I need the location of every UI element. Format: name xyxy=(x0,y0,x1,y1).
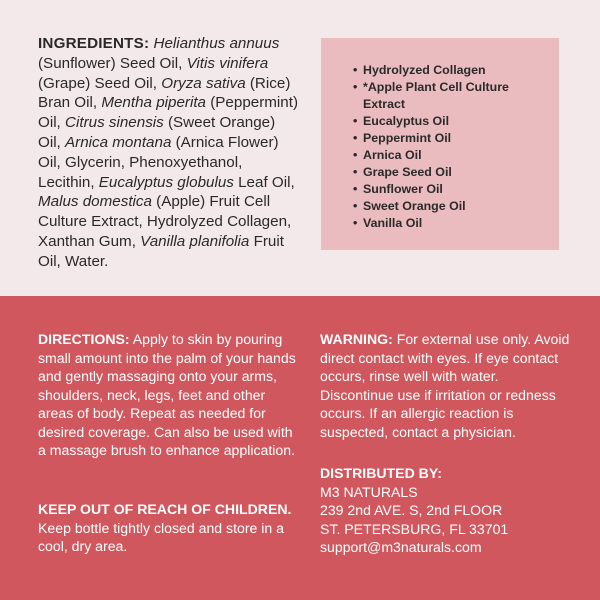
company-name: M3 NATURALS xyxy=(320,483,418,500)
key-ingredients-box xyxy=(321,38,559,250)
key-ingredient-item xyxy=(353,215,547,232)
bullet-icon: • xyxy=(353,165,358,179)
ingredient-segment: Eucalyptus globulus xyxy=(98,173,234,191)
key-ingredient-item xyxy=(353,164,547,181)
bullet-icon: • xyxy=(353,199,358,213)
key-ingredient-label: Grape Seed Oil xyxy=(363,165,452,179)
distributed-heading: DISTRIBUTED BY: xyxy=(320,465,442,481)
ingredient-segment: Oryza sativa xyxy=(161,74,246,92)
bullet-icon: • xyxy=(353,131,358,145)
ingredient-segment: Vitis vinifera xyxy=(186,54,269,72)
key-ingredient-label: Sweet Orange Oil xyxy=(363,199,466,213)
warning-text: For external use only. Avoid direct contact with eyes. If eye contact occurs, rinse well with water. Discontinue use if irritation or redness occurs. If an allergic reaction is suspected, contact a physician. xyxy=(320,331,570,440)
key-ingredient-item xyxy=(353,62,547,79)
key-ingredient-label: Hydrolyzed Collagen xyxy=(363,63,486,77)
ingredients-text xyxy=(38,35,298,270)
ingredient-segment: Fruit Oil, Water. xyxy=(38,232,284,270)
key-ingredient-label: Arnica Oil xyxy=(363,148,422,162)
ingredient-segment: Vanilla planifolia xyxy=(140,232,250,250)
keep-out-block xyxy=(38,500,300,556)
keep-out-text: Keep bottle tightly closed and store in a cool, dry area. xyxy=(38,519,285,554)
warning-heading: WARNING: xyxy=(320,331,393,347)
ingredients-block xyxy=(38,34,300,272)
ingredient-segment: Helianthus annuus xyxy=(153,35,280,52)
key-ingredient-item xyxy=(353,181,547,198)
bullet-icon: • xyxy=(353,216,358,230)
key-ingredient-item xyxy=(353,198,547,215)
ingredient-segment: Leaf Oil, xyxy=(233,173,295,191)
ingredient-segment: (Sweet Orange) Oil, xyxy=(38,114,276,151)
key-ingredient-item xyxy=(353,113,547,130)
bullet-icon: • xyxy=(353,63,358,77)
address-line: 239 2nd AVE. S, 2nd FLOOR xyxy=(320,502,503,518)
directions-heading: DIRECTIONS: xyxy=(38,331,130,347)
bullet-icon: • xyxy=(353,114,358,128)
distributed-block xyxy=(320,464,570,557)
keep-out-heading: KEEP OUT OF REACH OF CHILDREN. xyxy=(38,501,292,517)
ingredient-segment: Mentha piperita xyxy=(101,94,207,112)
key-ingredient-label: Vanilla Oil xyxy=(363,216,423,230)
key-ingredient-item xyxy=(353,147,547,164)
ingredients-heading: INGREDIENTS: xyxy=(38,35,150,52)
directions-text: Apply to skin by pouring small amount into the palm of your hands and gently massaging onto your arms, shoulders, neck, legs, feet and other areas of body. Repeat as needed for desired coverage. Can also be used with a massage brush to enhance application. xyxy=(38,331,296,458)
bullet-icon: • xyxy=(353,148,358,162)
city-line: ST. PETERSBURG, FL 33701 xyxy=(320,520,509,537)
ingredient-segment: (Sunflower) Seed Oil, xyxy=(38,54,187,72)
ingredient-segment: (Grape) Seed Oil, xyxy=(38,74,162,92)
ingredient-segment: Malus domestica xyxy=(38,193,152,211)
key-ingredient-label: Peppermint Oil xyxy=(363,131,452,145)
key-ingredient-item xyxy=(353,130,547,147)
key-ingredients-list xyxy=(353,62,547,232)
ingredient-segment: Arnica montana xyxy=(65,133,172,151)
key-ingredient-label: *Apple Plant Cell Culture Extract xyxy=(363,80,509,111)
bullet-icon: • xyxy=(353,80,358,94)
support-email: support@m3naturals.com xyxy=(320,539,482,555)
warning-block xyxy=(320,330,570,441)
key-ingredient-label: Sunflower Oil xyxy=(363,182,443,196)
ingredient-segment: (Arnica Flower) Oil, Glycerin, Phenoxyethanol, Lecithin, xyxy=(38,133,279,191)
ingredient-segment: (Apple) Fruit Cell Culture Extract, Hydrolyzed Collagen, Xanthan Gum, xyxy=(38,193,292,250)
bullet-icon: • xyxy=(353,182,358,196)
directions-block xyxy=(38,330,300,460)
key-ingredient-label: Eucalyptus Oil xyxy=(363,114,450,128)
ingredient-segment: (Peppermint) Oil, xyxy=(38,94,299,132)
ingredient-segment: (Rice) Bran Oil, xyxy=(38,74,291,112)
key-ingredient-item xyxy=(353,79,547,113)
ingredient-segment: Citrus sinensis xyxy=(65,114,164,132)
